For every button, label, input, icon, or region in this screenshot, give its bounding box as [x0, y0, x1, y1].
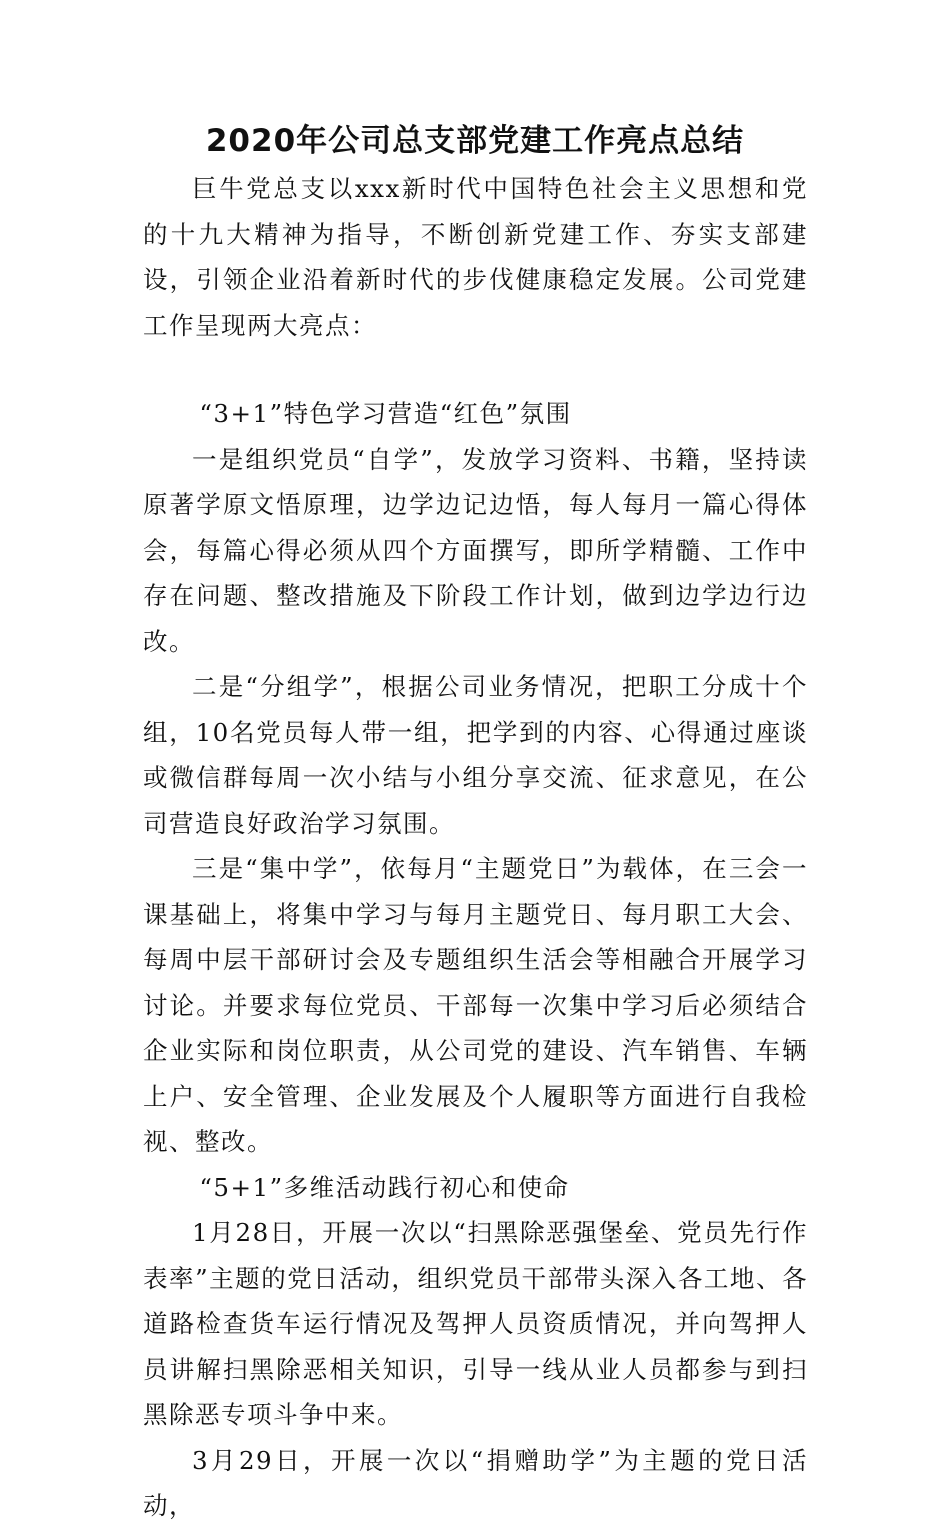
study-paragraph-group: 二是“分组学”，根据公司业务情况，把职工分成十个组，10名党员每人带一组，把学到的内容、心得通过座谈或微信群每周一次小结与小组分享交流、征求意见，在公司营造良好政治学习氛围。 — [143, 672, 808, 838]
section-heading-activities: “5+1”多维活动践行初心和使命 — [199, 1172, 570, 1202]
activity-paragraph-mar: 3月29日，开展一次以“捐赠助学”为主题的党日活动， — [143, 1445, 808, 1520]
document-body — [143, 166, 808, 1529]
section-heading-study: “3+1”特色学习营造“红色”氛围 — [199, 399, 572, 428]
study-paragraph-self: 一是组织党员“自学”，发放学习资料、书籍，坚持读原著学原文悟原理，边学边记边悟，每人每月一篇心得体会，每篇心得必须从四个方面撰写，即所学精髓、工作中存在问题、整改措施及下阶段工作计划，做到边学边行边改。 — [143, 444, 808, 656]
page-title: 2020年公司总支部党建工作亮点总结 — [205, 123, 745, 159]
study-paragraph-centralized: 三是“集中学”，依每月“主题党日”为载体，在三会一课基础上，将集中学习与每月主题党日、每月职工大会、每周中层干部研讨会及专题组织生活会等相融合开展学习讨论。并要求每位党员、干部每一次集中学习后必须结合企业实际和岗位职责，从公司党的建设、汽车销售、车辆上户、安全管理、企业发展及个人履职等方面进行自我检视、整改。 — [143, 854, 808, 1156]
activity-paragraph-jan: 1月28日，开展一次以“扫黑除恶强堡垒、党员先行作表率”主题的党日活动，组织党员干部带头深入各工地、各道路检查货车运行情况及驾押人员资质情况，并向驾押人员讲解扫黑除恶相关知识，引导一线从业人员都参与到扫黑除恶专项斗争中来。 — [143, 1218, 808, 1429]
intro-paragraph: 巨牛党总支以xxx新时代中国特色社会主义思想和党的十九大精神为指导，不断创新党建工作、夯实支部建设，引领企业沿着新时代的步伐健康稳定发展。公司党建工作呈现两大亮点： — [143, 174, 808, 340]
paragraph-spacer — [143, 348, 808, 391]
